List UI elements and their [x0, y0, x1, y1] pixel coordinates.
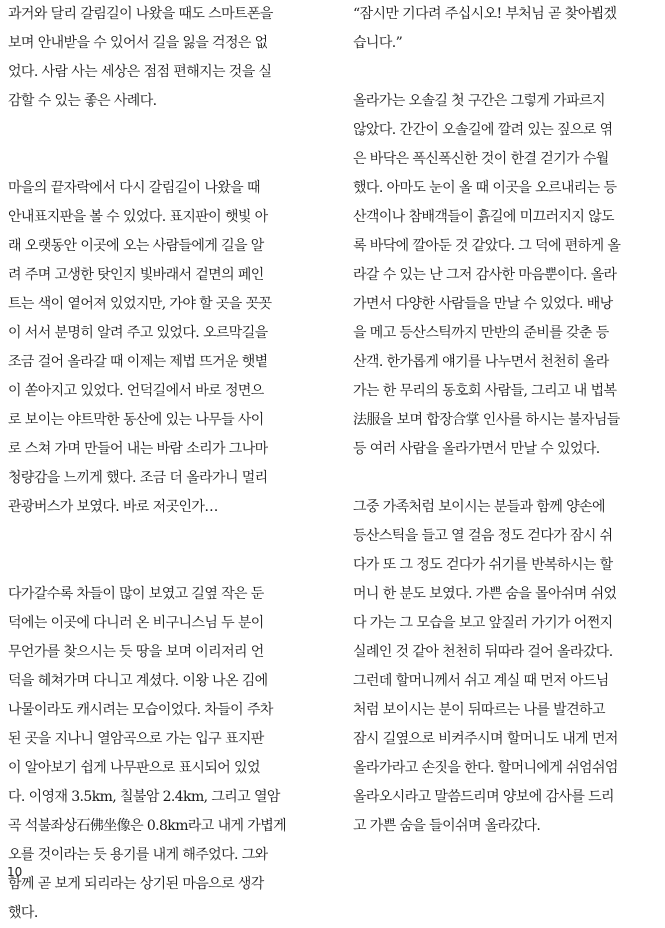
text-line: 함께 곧 보게 되리라는 상기된 마음으로 생각: [8, 876, 264, 892]
text-line: 감할 수 있는 좋은 사례다.: [8, 93, 157, 109]
text-line: 이 알아보기 쉽게 나무판으로 표시되어 있었: [8, 760, 260, 776]
paragraph-gap: [8, 116, 304, 145]
text-line: 록 바닥에 깔아둔 것 같았다. 그 덕에 편하게 올: [353, 238, 621, 254]
paragraph-gap: [353, 58, 653, 87]
text-line: 을 메고 등산스틱까지 만반의 준비를 갖춘 등: [353, 325, 609, 341]
text-line: 그런데 할머니께서 쉬고 계실 때 먼저 아드님: [353, 673, 609, 689]
text-line: 나물이라도 캐시려는 모습이었다. 차들이 주차: [8, 702, 273, 718]
text-line: 관광버스가 보였다. 바로 저곳인가…: [8, 499, 218, 515]
text-line: 했다.: [8, 905, 38, 921]
text-line: 습니다.”: [353, 35, 403, 51]
text-line: 法服을 보며 합장合掌 인사를 하시는 불자님들: [353, 412, 620, 428]
text-line: 과거와 달리 갈림길이 나왔을 때도 스마트폰을: [8, 6, 273, 22]
left-paragraph-2: [8, 174, 304, 522]
text-line: 등산스틱을 들고 열 걸음 정도 걷다가 잠시 쉬: [353, 528, 613, 544]
text-line: 처럼 보이시는 분이 뒤따르는 나를 발견하고: [353, 702, 605, 718]
right-column: [353, 0, 653, 841]
text-line: 은 바닥은 폭신폭신한 것이 한결 걷기가 수월: [353, 151, 609, 167]
text-line: 로 스쳐 가며 만들어 내는 바람 소리가 그나마: [8, 441, 268, 457]
text-line: 실례인 것 같아 천천히 뒤따라 걸어 올라갔다.: [353, 644, 613, 660]
text-line: 올라가라고 손짓을 한다. 할머니에게 쉬엄쉬엄: [353, 760, 618, 776]
text-line: 된 곳을 지나니 열암곡으로 가는 입구 표지판: [8, 731, 264, 747]
text-line: 조금 걸어 올라갈 때 이제는 제법 뜨거운 햇볕: [8, 354, 268, 370]
text-line: 잠시 길옆으로 비켜주시며 할머니도 내게 먼저: [353, 731, 618, 747]
left-column: [8, 0, 304, 928]
text-line: 무언가를 찾으시는 듯 땅을 보며 이리저리 언: [8, 644, 264, 660]
text-line: 려 주며 고생한 탓인지 빛바래서 겉면의 페인: [8, 267, 264, 283]
text-line: 마을의 끝자락에서 다시 갈림길이 나왔을 때: [8, 180, 260, 196]
text-line: 덕을 헤쳐가며 다니고 계셨다. 이왕 나온 김에: [8, 673, 268, 689]
text-line: 이 쏟아지고 있었다. 언덕길에서 바로 정면으: [8, 383, 264, 399]
text-line: 그중 가족처럼 보이시는 분들과 함께 양손에: [353, 499, 605, 515]
left-paragraph-3: [8, 580, 304, 928]
text-line: 가면서 다양한 사람들을 만날 수 있었다. 배낭: [353, 296, 613, 312]
text-line: 덕에는 이곳에 다니러 온 비구니스님 두 분이: [8, 615, 264, 631]
text-line: “잠시만 기다려 주십시오! 부처님 곧 찾아뵙겠: [353, 6, 617, 22]
text-line: 었다. 사람 사는 세상은 점점 편해지는 것을 실: [8, 64, 272, 80]
text-line: 머니 한 분도 보였다. 가쁜 숨을 몰아쉬며 쉬었: [353, 586, 617, 602]
text-line: 이 서서 분명히 알려 주고 있었다. 오르막길을: [8, 325, 268, 341]
text-line: 고 가쁜 숨을 들이쉬며 올라갔다.: [353, 818, 541, 834]
text-line: 안내표지판을 볼 수 있었다. 표지판이 햇빛 아: [8, 209, 268, 225]
text-line: 했다. 아마도 눈이 올 때 이곳을 오르내리는 등: [353, 180, 617, 196]
text-line: 보며 안내받을 수 있어서 길을 잃을 걱정은 없: [8, 35, 268, 51]
paragraph-gap: [8, 145, 304, 174]
right-paragraph-2: [353, 87, 653, 464]
paragraph-gap: [353, 464, 653, 493]
text-line: 곡 석불좌상石佛坐像은 0.8km라고 내게 가볍게: [8, 818, 287, 834]
text-line: 다가 또 그 정도 걷다가 쉬기를 반복하시는 할: [353, 557, 613, 573]
text-line: 오를 것이라는 듯 용기를 내게 해주었다. 그와: [8, 847, 268, 863]
text-line: 래 오랫동안 이곳에 오는 사람들에게 길을 알: [8, 238, 264, 254]
text-line: 라갈 수 있는 난 그저 감사한 마음뿐이다. 올라: [353, 267, 617, 283]
page-number: 10: [7, 865, 23, 879]
right-paragraph-1: [353, 0, 653, 58]
left-paragraph-1: [8, 0, 304, 116]
text-line: 로 보이는 야트막한 동산에 있는 나무들 사이: [8, 412, 264, 428]
text-line: 다가갈수록 차들이 많이 보였고 길옆 작은 둔: [8, 586, 264, 602]
text-line: 트는 색이 옅어져 있었지만, 가야 할 곳을 꼿꼿: [8, 296, 272, 312]
text-line: 등 여러 사람을 올라가면서 만날 수 있었다.: [353, 441, 600, 457]
text-line: 산객이나 참배객들이 흙길에 미끄러지지 않도: [353, 209, 614, 225]
text-line: 다. 이영재 3.5km, 칠불암 2.4km, 그리고 열암: [8, 789, 280, 805]
text-line: 산객. 한가롭게 얘기를 나누면서 천천히 올라: [353, 354, 609, 370]
right-paragraph-3: [353, 493, 653, 841]
paragraph-gap: [8, 551, 304, 580]
text-line: 올라가는 오솔길 첫 구간은 그렇게 가파르지: [353, 93, 605, 109]
text-line: 않았다. 간간이 오솔길에 깔려 있는 짚으로 엮: [353, 122, 613, 138]
text-line: 청량감을 느끼게 했다. 조금 더 올라가니 멀리: [8, 470, 268, 486]
text-line: 다 가는 그 모습을 보고 앞질러 가기가 어쩐지: [353, 615, 613, 631]
paragraph-gap: [8, 522, 304, 551]
text-line: 가는 한 무리의 동호회 사람들, 그리고 내 법복: [353, 383, 617, 399]
text-line: 올라오시라고 말씀드리며 양보에 감사를 드리: [353, 789, 614, 805]
